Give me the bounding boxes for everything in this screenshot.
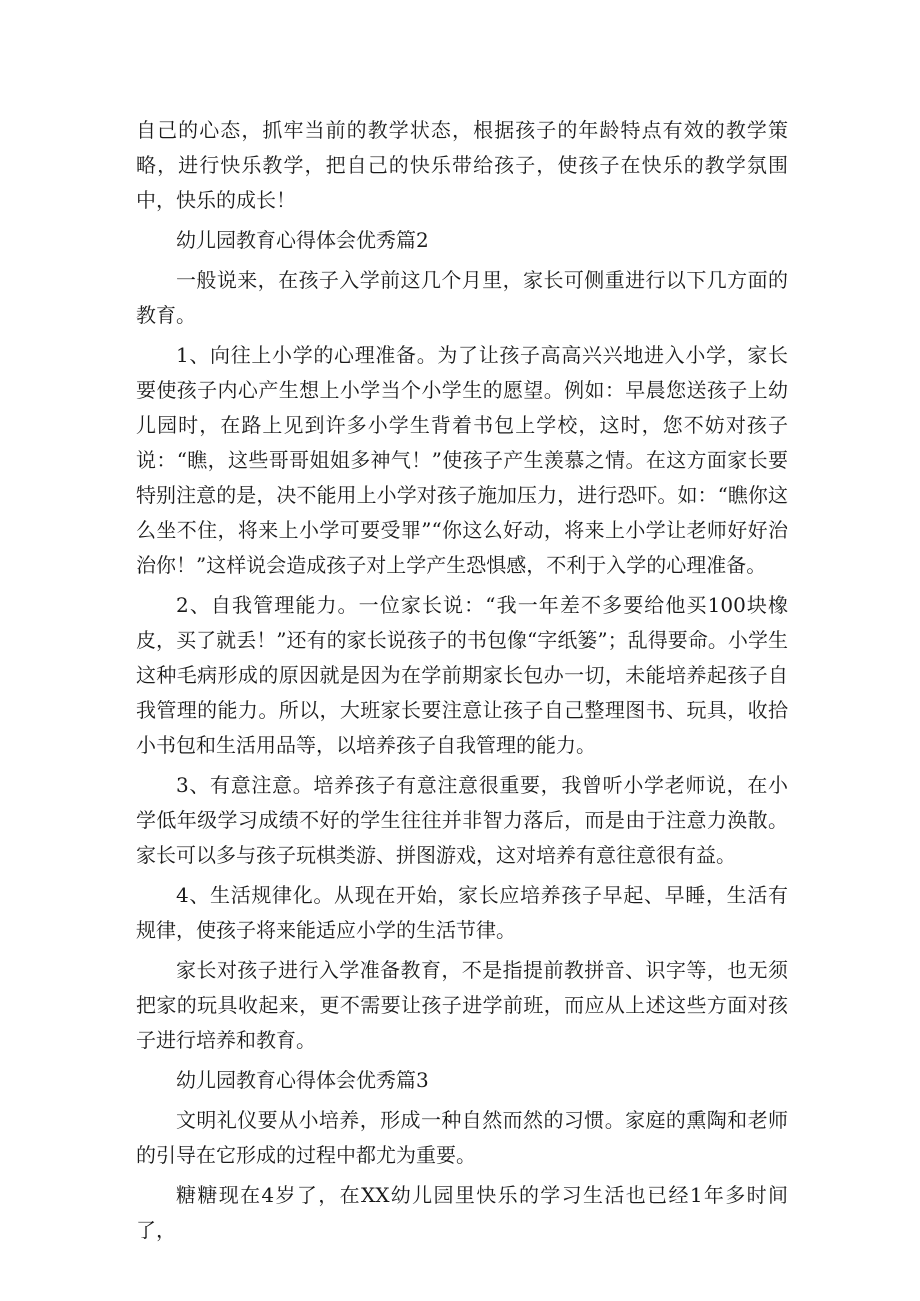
paragraph: 家长对孩子进行入学准备教育，不是指提前教拼音、识字等，也无须把家的玩具收起来，更不需要让孩子进学前班，而应从上述这些方面对孩子进行培养和教育。 <box>136 958 788 1052</box>
paragraph: 糖糖现在4岁了，在XX幼儿园里快乐的学习生活也已经1年多时间了， <box>136 1183 788 1242</box>
paragraph: 文明礼仪要从小培养，形成一种自然而然的习惯。家庭的熏陶和老师的引导在它形成的过程中都尤为重要。 <box>136 1108 788 1167</box>
section-heading-3: 幼儿园教育心得体会优秀篇3 <box>176 1068 429 1092</box>
paragraph: 3、有意注意。培养孩子有意注意很重要，我曾听小学老师说，在小学低年级学习成绩不好的学生往往并非智力落后，而是由于注意力涣散。家长可以多与孩子玩棋类游、拼图游戏，这对培养有意往意很有益。 <box>136 773 788 867</box>
document-body <box>136 113 788 1253</box>
paragraph: 一般说来，在孩子入学前这几个月里，家长可侧重进行以下几方面的教育。 <box>136 268 788 327</box>
section-heading-2: 幼儿园教育心得体会优秀篇2 <box>176 228 429 252</box>
paragraph: 1、向往上小学的心理准备。为了让孩子高高兴兴地进入小学，家长要使孩子内心产生想上小学当个小学生的愿望。例如：早晨您送孩子上幼儿园时，在路上见到许多小学生背着书包上学校，这时，您不妨对孩子说：“瞧，这些哥哥姐姐多神气！”使孩子产生羡慕之情。在这方面家长要特别注意的是，决不能用上小学对孩子施加压力，进行恐吓。如：“瞧你这么坐不住，将来上小学可要受罪”“你这么好动，将来上小学让老师好好治治你！”这样说会造成孩子对上学产生恐惧感，不利于入学的心理准备。 <box>136 343 788 577</box>
paragraph: 4、生活规律化。从现在开始，家长应培养孩子早起、早睡，生活有规律，使孩子将来能适应小学的生活节律。 <box>136 883 788 942</box>
paragraph: 2、自我管理能力。一位家长说：“我一年差不多要给他买100块橡皮，买了就丢！”还有的家长说孩子的书包像“字纸篓”；乱得要命。小学生这种毛病形成的原因就是因为在学前期家长包办一切，未能培养起孩子自我管理的能力。所以，大班家长要注意让孩子自己整理图书、玩具，收拾小书包和生活用品等，以培养孩子自我管理的能力。 <box>136 593 788 757</box>
paragraph-continuation: 自己的心态，抓牢当前的教学状态，根据孩子的年龄特点有效的教学策略，进行快乐教学，把自己的快乐带给孩子，使孩子在快乐的教学氛围中，快乐的成长！ <box>136 118 788 212</box>
